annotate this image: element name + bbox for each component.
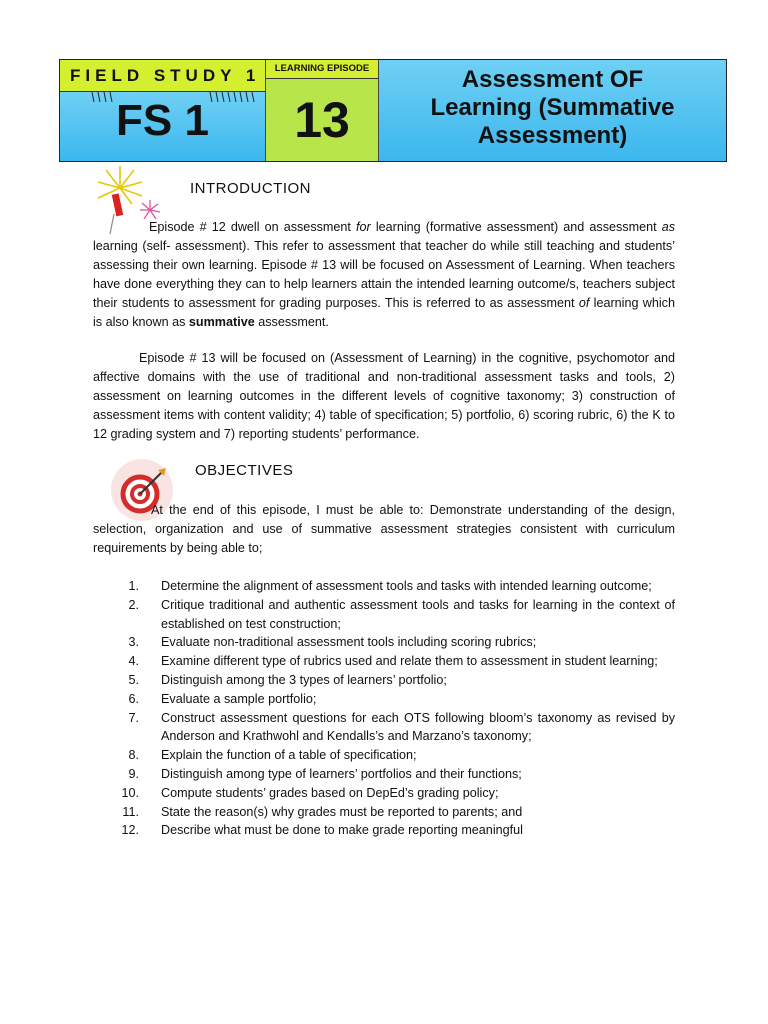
- objective-item: [93, 671, 675, 690]
- objective-item: [93, 803, 675, 822]
- title-line-2: Learning (Summative: [430, 94, 675, 121]
- intro-text-e: assessment.: [254, 315, 329, 329]
- objective-text: Evaluate non-traditional assessment tools including scoring rubrics;: [161, 635, 537, 650]
- introduction-paragraph-2: [93, 349, 675, 444]
- intro-text-b: learning (formative assessment) and assessment: [370, 220, 662, 234]
- objective-item: [93, 746, 675, 765]
- objective-item: [93, 821, 675, 840]
- objective-text: Distinguish among the 3 types of learners’ portfolio;: [161, 672, 447, 687]
- learning-episode-block: [266, 60, 379, 161]
- objective-text: Examine different type of rubrics used and relate them to assessment in student learning;: [161, 654, 658, 669]
- objective-number: 5.: [128, 672, 139, 687]
- intro-text-c: learning (self- assessment). This refer to assessment that teacher do while still teaching and students’ assessing their own learning. Episode # 13 will be focused on Assessment of Learning. When teachers have done everything they can to help learners attain the intended learning outcome/s, teachers subject their students to assessment for grading purposes. This is referred to as assessment: [93, 239, 675, 310]
- objective-text: Construct assessment questions for each OTS following bloom’s taxonomy as revised by Anderson and Krathwohl and Kendalls’s and Marzano’s taxonomy;: [161, 710, 675, 744]
- objective-item: [93, 709, 675, 747]
- intro-text-summative: summative: [188, 315, 255, 329]
- objective-item: [93, 596, 675, 634]
- objective-number: 12.: [121, 823, 139, 838]
- objective-text: Describe what must be done to make grade reporting meaningful: [161, 823, 523, 838]
- intro-text-of: of: [578, 296, 590, 310]
- fs-code: FS 1: [116, 96, 209, 145]
- objective-number: 7.: [128, 710, 139, 725]
- episode-title-block: [379, 60, 726, 161]
- episode-number: 13: [294, 92, 350, 148]
- intro-text-a: Episode # 12 dwell on assessment: [149, 220, 357, 234]
- objective-text: State the reason(s) why grades must be reported to parents; and: [161, 804, 523, 819]
- objective-item: [93, 765, 675, 784]
- header-banner: [59, 59, 727, 162]
- objectives-heading: OBJECTIVES: [195, 462, 294, 479]
- intro-text-for: for: [356, 220, 371, 234]
- objective-number: 2.: [128, 597, 139, 612]
- intro-paragraph-2-text: Episode # 13 will be focused on (Assessment of Learning) in the cognitive, psychomotor and affective domains with the use of traditional and non-traditional assessment tasks and tools, 2) assessment on learning outcomes in the different levels of cognitive taxonomy; 3) construction of assessment items with content validity; 4) table of specification; 5) portfolio, 6) scoring rubric, 6) the K to 12 grading system and 7) reporting students’ performance.: [93, 351, 675, 441]
- objective-text: Determine the alignment of assessment tools and tasks with intended learning outcome;: [161, 579, 652, 593]
- decorative-stripes: [90, 92, 260, 102]
- objective-item: [93, 652, 675, 671]
- introduction-paragraph-1: [93, 218, 675, 332]
- field-study-label: FIELD STUDY 1: [60, 60, 265, 92]
- objective-item: [93, 690, 675, 709]
- objective-number: 1.: [128, 579, 139, 593]
- objective-text: Compute students’ grades based on DepEd’s grading policy;: [161, 785, 499, 800]
- introduction-heading: INTRODUCTION: [190, 180, 311, 197]
- objective-number: 11.: [122, 804, 139, 819]
- objectives-intro: [93, 501, 675, 558]
- intro-text-as: as: [661, 220, 675, 234]
- objective-number: 4.: [128, 654, 139, 669]
- objective-number: 9.: [128, 766, 139, 781]
- objectives-list: [93, 577, 675, 840]
- objective-number: 10.: [121, 785, 139, 800]
- fs-code-panel: [60, 92, 265, 161]
- intro-text-d: learning which is also known as: [93, 296, 675, 329]
- field-study-block: [60, 60, 266, 161]
- objective-number: 8.: [128, 748, 139, 763]
- objective-text: Evaluate a sample portfolio;: [161, 691, 317, 706]
- objective-item: [93, 633, 675, 652]
- title-line-3: Assessment): [477, 122, 628, 149]
- title-line-1: Assessment OF: [461, 66, 644, 93]
- objectives-intro-text: At the end of this episode, I must be able to: Demonstrate understanding of the design, selection, organization and use of summative assessment strategies consistent with curriculum requirements by being able to;: [93, 503, 675, 555]
- objective-item: [93, 784, 675, 803]
- objective-number: 3.: [128, 635, 139, 650]
- learning-episode-label: LEARNING EPISODE: [266, 60, 378, 79]
- objective-text: Distinguish among type of learners’ portfolios and their functions;: [161, 766, 522, 781]
- objective-text: Explain the function of a table of specification;: [161, 748, 417, 763]
- objective-number: 6.: [128, 691, 139, 706]
- objective-text: Critique traditional and authentic assessment tools and tasks for learning in the context of established on test construction;: [161, 597, 675, 631]
- objective-item: [93, 577, 675, 596]
